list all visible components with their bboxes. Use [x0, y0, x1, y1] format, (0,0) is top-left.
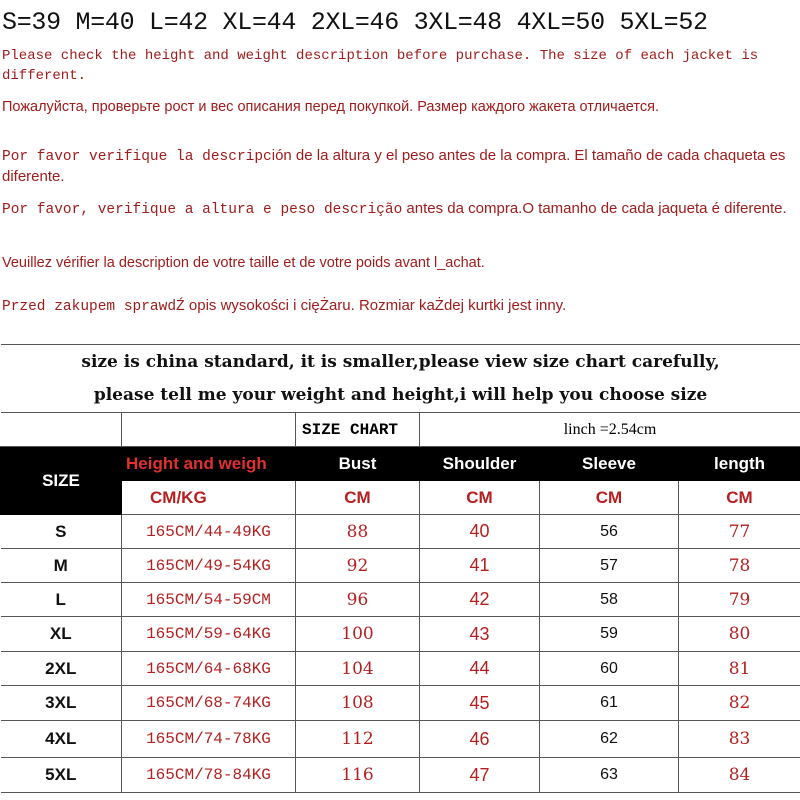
- note-portuguese: [2, 199, 798, 220]
- cell-bust: 116: [296, 758, 420, 793]
- header-bust: Bust: [296, 447, 420, 481]
- cell-size: 3XL: [1, 686, 122, 721]
- cell-shoulder: 44: [420, 652, 540, 686]
- empty-cell: [122, 413, 296, 447]
- cell-sleeve: 61: [540, 686, 679, 721]
- note-english: Please check the height and weight description before purchase. The size of each jacket is different.: [2, 48, 759, 84]
- cell-shoulder: 43: [420, 617, 540, 652]
- cell-height-weight: 165CM/68-74KG: [122, 686, 296, 721]
- cell-bust: 96: [296, 583, 420, 617]
- cell-bust: 104: [296, 652, 420, 686]
- cell-size: S: [1, 515, 122, 549]
- header-shoulder: Shoulder: [420, 447, 540, 481]
- cell-sleeve: 60: [540, 652, 679, 686]
- table-row: [1, 617, 800, 652]
- note-spanish: [2, 146, 798, 188]
- note-spanish-part1: Por favor verifique la descripc: [2, 149, 272, 165]
- note-polish-part1: Przed zakupem sprawdŹ: [2, 299, 185, 315]
- cell-shoulder: 40: [420, 515, 540, 549]
- cell-length: 81: [679, 652, 800, 686]
- cell-length: 83: [679, 721, 800, 758]
- cell-sleeve: 56: [540, 515, 679, 549]
- cell-shoulder: 46: [420, 721, 540, 758]
- cell-shoulder: 45: [420, 686, 540, 721]
- cell-height-weight: 165CM/64-68KG: [122, 652, 296, 686]
- note-portuguese-part2: antes da compra.O tamanho de cada jaqueta é diferente.: [402, 200, 787, 217]
- note-polish: [2, 296, 798, 317]
- cell-length: 84: [679, 758, 800, 793]
- cell-size: 2XL: [1, 652, 122, 686]
- cell-bust: 88: [296, 515, 420, 549]
- banner-line-2: please tell me your weight and height,i will help you choose size: [1, 379, 800, 413]
- cell-length: 82: [679, 686, 800, 721]
- cell-size: XL: [1, 617, 122, 652]
- cell-size: L: [1, 583, 122, 617]
- cell-length: 79: [679, 583, 800, 617]
- header-length: length: [679, 447, 800, 481]
- cell-size: M: [1, 549, 122, 583]
- cell-shoulder: 47: [420, 758, 540, 793]
- unit-sleeve: CM: [540, 481, 679, 515]
- note-portuguese-part1: Por favor, verifique a altura e peso descrição: [2, 202, 403, 218]
- cell-size: 4XL: [1, 721, 122, 758]
- table-row: [1, 721, 800, 758]
- banner-line-1: size is china standard, it is smaller,please view size chart carefully,: [1, 345, 800, 379]
- inch-conversion-note: linch =2.54cm: [420, 413, 800, 447]
- cell-length: 80: [679, 617, 800, 652]
- cell-sleeve: 58: [540, 583, 679, 617]
- empty-cell: [1, 413, 122, 447]
- cell-sleeve: 59: [540, 617, 679, 652]
- cell-height-weight: 165CM/59-64KG: [122, 617, 296, 652]
- cell-length: 77: [679, 515, 800, 549]
- unit-bust: CM: [296, 481, 420, 515]
- table-row: [1, 686, 800, 721]
- cell-shoulder: 41: [420, 549, 540, 583]
- note-russian: Пожалуйста, проверьте рост и вес описания перед покупкой. Размер каждого жакета отличается.: [2, 99, 659, 115]
- size-chart-table: [0, 344, 800, 793]
- cell-bust: 112: [296, 721, 420, 758]
- unit-length: CM: [679, 481, 800, 515]
- cell-height-weight: 165CM/74-78KG: [122, 721, 296, 758]
- cell-bust: 100: [296, 617, 420, 652]
- cell-height-weight: 165CM/44-49KG: [122, 515, 296, 549]
- cell-bust: 108: [296, 686, 420, 721]
- table-row: [1, 515, 800, 549]
- header-sleeve: Sleeve: [540, 447, 679, 481]
- unit-height-weight: CM/KG: [122, 481, 296, 515]
- cell-sleeve: 62: [540, 721, 679, 758]
- cell-size: 5XL: [1, 758, 122, 793]
- cell-sleeve: 63: [540, 758, 679, 793]
- header-height-weight: Height and weigh: [122, 447, 296, 481]
- size-chart-title: SIZE CHART: [296, 413, 420, 447]
- table-row: [1, 652, 800, 686]
- cell-length: 78: [679, 549, 800, 583]
- cell-sleeve: 57: [540, 549, 679, 583]
- header-size: SIZE: [1, 447, 122, 515]
- size-number-line: S=39 M=40 L=42 XL=44 2XL=46 3XL=48 4XL=50 5XL=52: [2, 8, 708, 37]
- table-row: [1, 583, 800, 617]
- note-spanish-part2: ión de la altura y el peso antes de la compra. El tamaño de cada chaqueta es diferente.: [2, 147, 786, 185]
- cell-height-weight: 165CM/49-54KG: [122, 549, 296, 583]
- cell-height-weight: 165CM/78-84KG: [122, 758, 296, 793]
- table-row: [1, 758, 800, 793]
- unit-shoulder: CM: [420, 481, 540, 515]
- cell-height-weight: 165CM/54-59CM: [122, 583, 296, 617]
- note-polish-part2: opis wysokości i cięŻaru. Rozmiar kaŻdej kurtki jest inny.: [184, 297, 567, 314]
- cell-bust: 92: [296, 549, 420, 583]
- cell-shoulder: 42: [420, 583, 540, 617]
- note-french: Veuillez vérifier la description de votre taille et de votre poids avant l_achat.: [2, 255, 485, 271]
- table-row: [1, 549, 800, 583]
